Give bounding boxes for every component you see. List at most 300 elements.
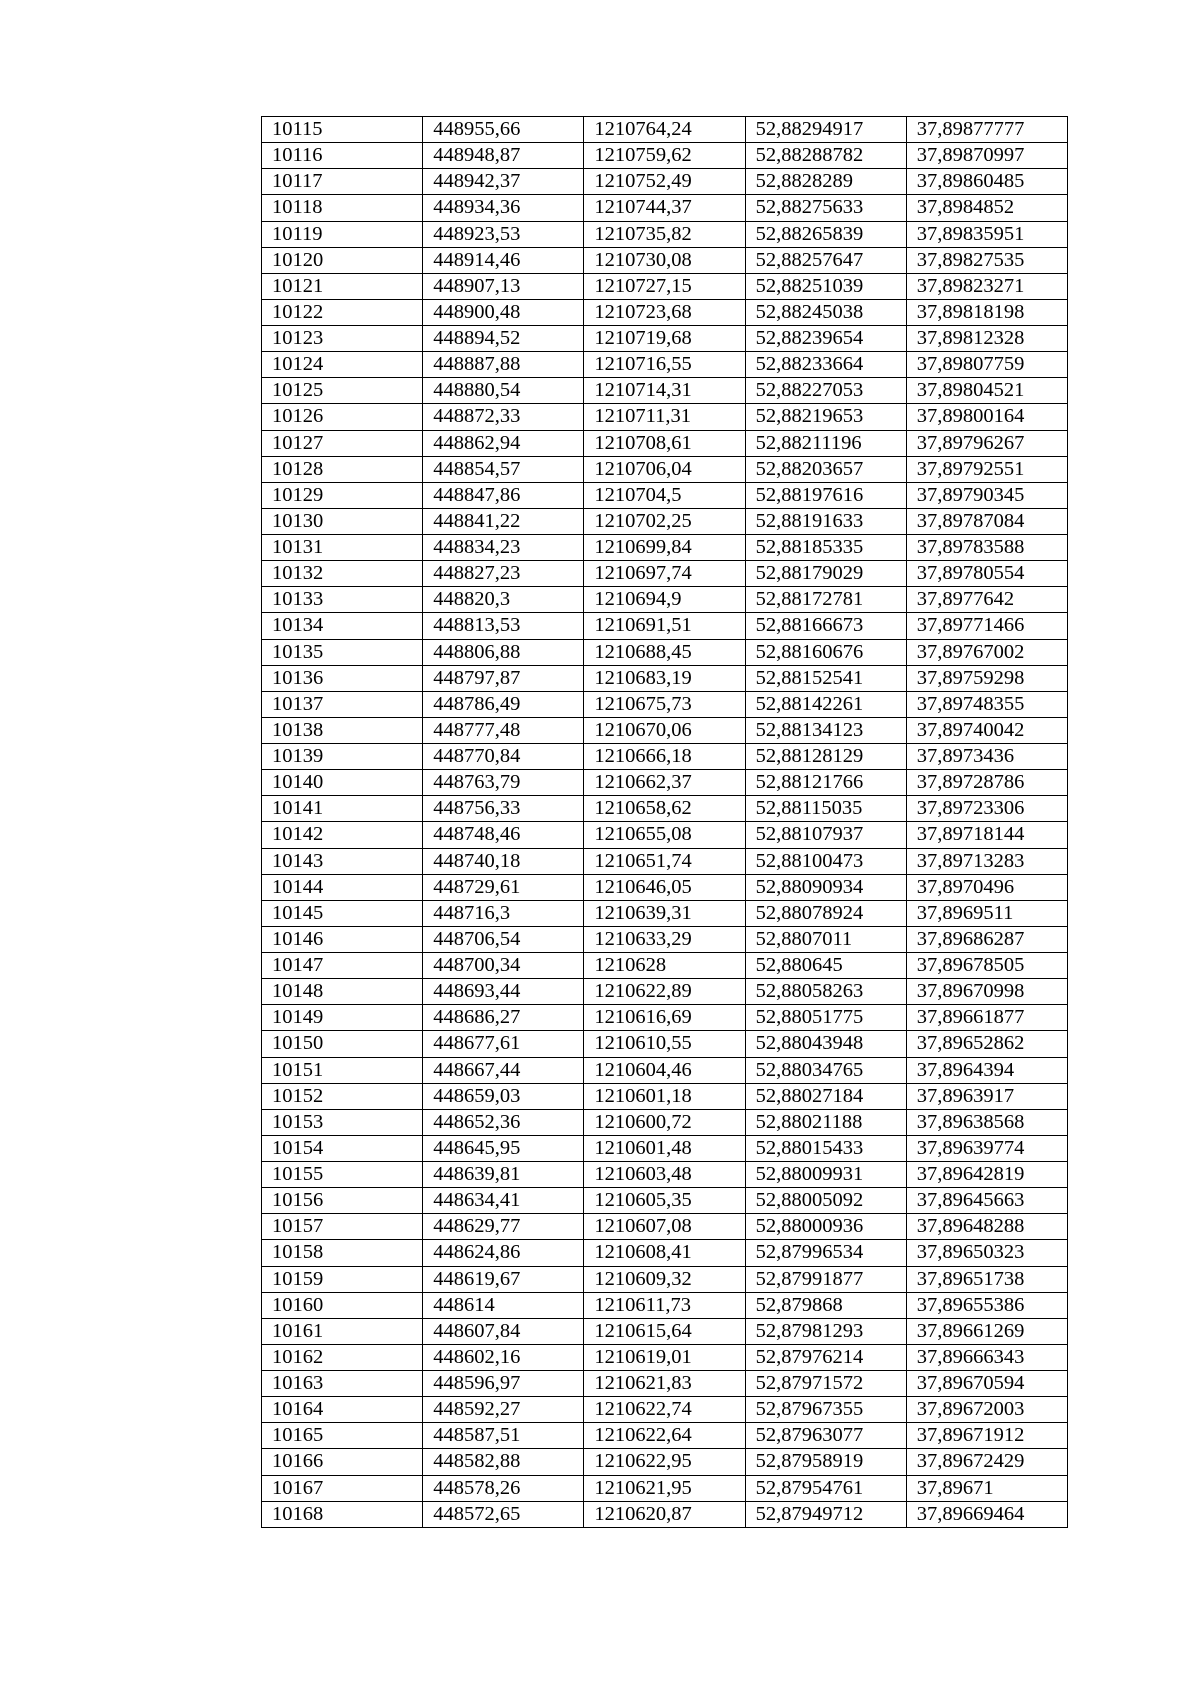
table-row <box>262 926 1068 952</box>
y-coordinate-cell: 1210600,72 <box>584 1109 745 1135</box>
x-coordinate-cell: 448763,79 <box>423 770 584 796</box>
x-coordinate-cell: 448693,44 <box>423 979 584 1005</box>
latitude-cell: 52,88000936 <box>745 1214 906 1240</box>
longitude-cell: 37,89652862 <box>906 1031 1067 1057</box>
longitude-cell: 37,89669464 <box>906 1501 1067 1527</box>
table-row <box>262 508 1068 534</box>
y-coordinate-cell: 1210620,87 <box>584 1501 745 1527</box>
table-row <box>262 1266 1068 1292</box>
y-coordinate-cell: 1210688,45 <box>584 639 745 665</box>
y-coordinate-cell: 1210675,73 <box>584 691 745 717</box>
longitude-cell: 37,89860485 <box>906 169 1067 195</box>
point-id-cell: 10136 <box>262 665 423 691</box>
point-id-cell: 10159 <box>262 1266 423 1292</box>
longitude-cell: 37,89718144 <box>906 822 1067 848</box>
point-id-cell: 10130 <box>262 508 423 534</box>
table-row <box>262 1057 1068 1083</box>
longitude-cell: 37,8970496 <box>906 874 1067 900</box>
longitude-cell: 37,89671912 <box>906 1423 1067 1449</box>
latitude-cell: 52,88265839 <box>745 221 906 247</box>
table-row <box>262 378 1068 404</box>
y-coordinate-cell: 1210608,41 <box>584 1240 745 1266</box>
point-id-cell: 10132 <box>262 561 423 587</box>
point-id-cell: 10125 <box>262 378 423 404</box>
latitude-cell: 52,88288782 <box>745 143 906 169</box>
point-id-cell: 10134 <box>262 613 423 639</box>
table-row <box>262 1214 1068 1240</box>
latitude-cell: 52,88051775 <box>745 1005 906 1031</box>
longitude-cell: 37,89672003 <box>906 1397 1067 1423</box>
x-coordinate-cell: 448955,66 <box>423 117 584 143</box>
x-coordinate-cell: 448834,23 <box>423 535 584 561</box>
point-id-cell: 10120 <box>262 247 423 273</box>
table-row <box>262 1475 1068 1501</box>
point-id-cell: 10153 <box>262 1109 423 1135</box>
table-row <box>262 613 1068 639</box>
latitude-cell: 52,88239654 <box>745 326 906 352</box>
table-row <box>262 535 1068 561</box>
point-id-cell: 10118 <box>262 195 423 221</box>
point-id-cell: 10140 <box>262 770 423 796</box>
latitude-cell: 52,88191633 <box>745 508 906 534</box>
y-coordinate-cell: 1210611,73 <box>584 1292 745 1318</box>
longitude-cell: 37,89807759 <box>906 352 1067 378</box>
y-coordinate-cell: 1210666,18 <box>584 744 745 770</box>
point-id-cell: 10121 <box>262 273 423 299</box>
x-coordinate-cell: 448907,13 <box>423 273 584 299</box>
point-id-cell: 10150 <box>262 1031 423 1057</box>
latitude-cell: 52,88027184 <box>745 1083 906 1109</box>
x-coordinate-cell: 448914,46 <box>423 247 584 273</box>
latitude-cell: 52,88152541 <box>745 665 906 691</box>
x-coordinate-cell: 448748,46 <box>423 822 584 848</box>
latitude-cell: 52,88043948 <box>745 1031 906 1057</box>
longitude-cell: 37,89804521 <box>906 378 1067 404</box>
table-row <box>262 561 1068 587</box>
longitude-cell: 37,89671 <box>906 1475 1067 1501</box>
longitude-cell: 37,89787084 <box>906 508 1067 534</box>
latitude-cell: 52,88160676 <box>745 639 906 665</box>
y-coordinate-cell: 1210609,32 <box>584 1266 745 1292</box>
table-row <box>262 874 1068 900</box>
latitude-cell: 52,88100473 <box>745 848 906 874</box>
y-coordinate-cell: 1210622,89 <box>584 979 745 1005</box>
latitude-cell: 52,88121766 <box>745 770 906 796</box>
x-coordinate-cell: 448716,3 <box>423 900 584 926</box>
x-coordinate-cell: 448596,97 <box>423 1371 584 1397</box>
table-row <box>262 1371 1068 1397</box>
x-coordinate-cell: 448827,23 <box>423 561 584 587</box>
y-coordinate-cell: 1210655,08 <box>584 822 745 848</box>
point-id-cell: 10157 <box>262 1214 423 1240</box>
latitude-cell: 52,88009931 <box>745 1162 906 1188</box>
latitude-cell: 52,88142261 <box>745 691 906 717</box>
point-id-cell: 10129 <box>262 482 423 508</box>
longitude-cell: 37,89780554 <box>906 561 1067 587</box>
y-coordinate-cell: 1210694,9 <box>584 587 745 613</box>
x-coordinate-cell: 448756,33 <box>423 796 584 822</box>
point-id-cell: 10164 <box>262 1397 423 1423</box>
y-coordinate-cell: 1210670,06 <box>584 717 745 743</box>
y-coordinate-cell: 1210706,04 <box>584 456 745 482</box>
x-coordinate-cell: 448740,18 <box>423 848 584 874</box>
longitude-cell: 37,89661877 <box>906 1005 1067 1031</box>
latitude-cell: 52,88257647 <box>745 247 906 273</box>
table-row <box>262 456 1068 482</box>
point-id-cell: 10166 <box>262 1449 423 1475</box>
y-coordinate-cell: 1210615,64 <box>584 1318 745 1344</box>
point-id-cell: 10117 <box>262 169 423 195</box>
latitude-cell: 52,87954761 <box>745 1475 906 1501</box>
longitude-cell: 37,89638568 <box>906 1109 1067 1135</box>
table-row <box>262 1109 1068 1135</box>
point-id-cell: 10147 <box>262 953 423 979</box>
x-coordinate-cell: 448729,61 <box>423 874 584 900</box>
table-row <box>262 900 1068 926</box>
x-coordinate-cell: 448700,34 <box>423 953 584 979</box>
x-coordinate-cell: 448572,65 <box>423 1501 584 1527</box>
coordinates-table-body <box>262 117 1068 1528</box>
longitude-cell: 37,89827535 <box>906 247 1067 273</box>
table-row <box>262 770 1068 796</box>
x-coordinate-cell: 448900,48 <box>423 299 584 325</box>
y-coordinate-cell: 1210697,74 <box>584 561 745 587</box>
latitude-cell: 52,88197616 <box>745 482 906 508</box>
longitude-cell: 37,89877777 <box>906 117 1067 143</box>
table-row <box>262 691 1068 717</box>
point-id-cell: 10128 <box>262 456 423 482</box>
point-id-cell: 10131 <box>262 535 423 561</box>
table-row <box>262 848 1068 874</box>
longitude-cell: 37,89686287 <box>906 926 1067 952</box>
table-row <box>262 953 1068 979</box>
x-coordinate-cell: 448629,77 <box>423 1214 584 1240</box>
table-row <box>262 822 1068 848</box>
latitude-cell: 52,88115035 <box>745 796 906 822</box>
point-id-cell: 10168 <box>262 1501 423 1527</box>
latitude-cell: 52,88021188 <box>745 1109 906 1135</box>
longitude-cell: 37,89759298 <box>906 665 1067 691</box>
longitude-cell: 37,89639774 <box>906 1135 1067 1161</box>
latitude-cell: 52,87991877 <box>745 1266 906 1292</box>
x-coordinate-cell: 448645,95 <box>423 1135 584 1161</box>
table-row <box>262 1240 1068 1266</box>
point-id-cell: 10158 <box>262 1240 423 1266</box>
y-coordinate-cell: 1210699,84 <box>584 535 745 561</box>
table-row <box>262 195 1068 221</box>
latitude-cell: 52,88005092 <box>745 1188 906 1214</box>
latitude-cell: 52,88172781 <box>745 587 906 613</box>
table-row <box>262 1318 1068 1344</box>
longitude-cell: 37,89651738 <box>906 1266 1067 1292</box>
point-id-cell: 10123 <box>262 326 423 352</box>
coordinates-table <box>261 116 1068 1528</box>
table-row <box>262 744 1068 770</box>
longitude-cell: 37,89723306 <box>906 796 1067 822</box>
point-id-cell: 10142 <box>262 822 423 848</box>
point-id-cell: 10163 <box>262 1371 423 1397</box>
table-row <box>262 587 1068 613</box>
y-coordinate-cell: 1210622,64 <box>584 1423 745 1449</box>
y-coordinate-cell: 1210704,5 <box>584 482 745 508</box>
point-id-cell: 10155 <box>262 1162 423 1188</box>
longitude-cell: 37,89648288 <box>906 1214 1067 1240</box>
x-coordinate-cell: 448880,54 <box>423 378 584 404</box>
longitude-cell: 37,89748355 <box>906 691 1067 717</box>
latitude-cell: 52,88015433 <box>745 1135 906 1161</box>
x-coordinate-cell: 448667,44 <box>423 1057 584 1083</box>
y-coordinate-cell: 1210619,01 <box>584 1344 745 1370</box>
x-coordinate-cell: 448587,51 <box>423 1423 584 1449</box>
table-row <box>262 1162 1068 1188</box>
longitude-cell: 37,89812328 <box>906 326 1067 352</box>
longitude-cell: 37,89792551 <box>906 456 1067 482</box>
latitude-cell: 52,87971572 <box>745 1371 906 1397</box>
longitude-cell: 37,89650323 <box>906 1240 1067 1266</box>
table-row <box>262 299 1068 325</box>
longitude-cell: 37,8964394 <box>906 1057 1067 1083</box>
point-id-cell: 10152 <box>262 1083 423 1109</box>
longitude-cell: 37,89835951 <box>906 221 1067 247</box>
point-id-cell: 10144 <box>262 874 423 900</box>
latitude-cell: 52,87967355 <box>745 1397 906 1423</box>
longitude-cell: 37,89870997 <box>906 143 1067 169</box>
x-coordinate-cell: 448659,03 <box>423 1083 584 1109</box>
x-coordinate-cell: 448677,61 <box>423 1031 584 1057</box>
latitude-cell: 52,88294917 <box>745 117 906 143</box>
point-id-cell: 10146 <box>262 926 423 952</box>
y-coordinate-cell: 1210716,55 <box>584 352 745 378</box>
point-id-cell: 10133 <box>262 587 423 613</box>
latitude-cell: 52,880645 <box>745 953 906 979</box>
y-coordinate-cell: 1210607,08 <box>584 1214 745 1240</box>
x-coordinate-cell: 448948,87 <box>423 143 584 169</box>
x-coordinate-cell: 448619,67 <box>423 1266 584 1292</box>
y-coordinate-cell: 1210714,31 <box>584 378 745 404</box>
longitude-cell: 37,8969511 <box>906 900 1067 926</box>
x-coordinate-cell: 448634,41 <box>423 1188 584 1214</box>
x-coordinate-cell: 448894,52 <box>423 326 584 352</box>
latitude-cell: 52,88185335 <box>745 535 906 561</box>
table-row <box>262 1397 1068 1423</box>
point-id-cell: 10160 <box>262 1292 423 1318</box>
x-coordinate-cell: 448602,16 <box>423 1344 584 1370</box>
latitude-cell: 52,87976214 <box>745 1344 906 1370</box>
latitude-cell: 52,88034765 <box>745 1057 906 1083</box>
point-id-cell: 10143 <box>262 848 423 874</box>
table-row <box>262 404 1068 430</box>
y-coordinate-cell: 1210603,48 <box>584 1162 745 1188</box>
table-row <box>262 143 1068 169</box>
x-coordinate-cell: 448820,3 <box>423 587 584 613</box>
table-row <box>262 1135 1068 1161</box>
point-id-cell: 10161 <box>262 1318 423 1344</box>
point-id-cell: 10124 <box>262 352 423 378</box>
y-coordinate-cell: 1210727,15 <box>584 273 745 299</box>
table-row <box>262 665 1068 691</box>
x-coordinate-cell: 448847,86 <box>423 482 584 508</box>
y-coordinate-cell: 1210708,61 <box>584 430 745 456</box>
table-row <box>262 1005 1068 1031</box>
latitude-cell: 52,88211196 <box>745 430 906 456</box>
longitude-cell: 37,89678505 <box>906 953 1067 979</box>
longitude-cell: 37,89796267 <box>906 430 1067 456</box>
latitude-cell: 52,87996534 <box>745 1240 906 1266</box>
longitude-cell: 37,89728786 <box>906 770 1067 796</box>
longitude-cell: 37,89783588 <box>906 535 1067 561</box>
y-coordinate-cell: 1210752,49 <box>584 169 745 195</box>
x-coordinate-cell: 448862,94 <box>423 430 584 456</box>
point-id-cell: 10148 <box>262 979 423 1005</box>
x-coordinate-cell: 448652,36 <box>423 1109 584 1135</box>
x-coordinate-cell: 448686,27 <box>423 1005 584 1031</box>
point-id-cell: 10149 <box>262 1005 423 1031</box>
longitude-cell: 37,89818198 <box>906 299 1067 325</box>
longitude-cell: 37,89645663 <box>906 1188 1067 1214</box>
longitude-cell: 37,89767002 <box>906 639 1067 665</box>
point-id-cell: 10137 <box>262 691 423 717</box>
point-id-cell: 10156 <box>262 1188 423 1214</box>
longitude-cell: 37,89642819 <box>906 1162 1067 1188</box>
x-coordinate-cell: 448624,86 <box>423 1240 584 1266</box>
table-row <box>262 1344 1068 1370</box>
y-coordinate-cell: 1210610,55 <box>584 1031 745 1057</box>
latitude-cell: 52,88275633 <box>745 195 906 221</box>
longitude-cell: 37,8973436 <box>906 744 1067 770</box>
y-coordinate-cell: 1210730,08 <box>584 247 745 273</box>
latitude-cell: 52,8828289 <box>745 169 906 195</box>
x-coordinate-cell: 448887,88 <box>423 352 584 378</box>
table-row <box>262 117 1068 143</box>
longitude-cell: 37,8977642 <box>906 587 1067 613</box>
longitude-cell: 37,8984852 <box>906 195 1067 221</box>
point-id-cell: 10167 <box>262 1475 423 1501</box>
latitude-cell: 52,88219653 <box>745 404 906 430</box>
latitude-cell: 52,88203657 <box>745 456 906 482</box>
x-coordinate-cell: 448806,88 <box>423 639 584 665</box>
table-row <box>262 979 1068 1005</box>
y-coordinate-cell: 1210702,25 <box>584 508 745 534</box>
longitude-cell: 37,89823271 <box>906 273 1067 299</box>
table-row <box>262 1031 1068 1057</box>
latitude-cell: 52,88107937 <box>745 822 906 848</box>
longitude-cell: 37,89790345 <box>906 482 1067 508</box>
x-coordinate-cell: 448872,33 <box>423 404 584 430</box>
point-id-cell: 10139 <box>262 744 423 770</box>
y-coordinate-cell: 1210744,37 <box>584 195 745 221</box>
latitude-cell: 52,87958919 <box>745 1449 906 1475</box>
longitude-cell: 37,89661269 <box>906 1318 1067 1344</box>
table-row <box>262 1501 1068 1527</box>
y-coordinate-cell: 1210651,74 <box>584 848 745 874</box>
x-coordinate-cell: 448592,27 <box>423 1397 584 1423</box>
point-id-cell: 10151 <box>262 1057 423 1083</box>
table-row <box>262 430 1068 456</box>
longitude-cell: 37,89670594 <box>906 1371 1067 1397</box>
point-id-cell: 10145 <box>262 900 423 926</box>
table-row <box>262 1423 1068 1449</box>
x-coordinate-cell: 448923,53 <box>423 221 584 247</box>
y-coordinate-cell: 1210601,48 <box>584 1135 745 1161</box>
y-coordinate-cell: 1210633,29 <box>584 926 745 952</box>
point-id-cell: 10115 <box>262 117 423 143</box>
y-coordinate-cell: 1210691,51 <box>584 613 745 639</box>
x-coordinate-cell: 448813,53 <box>423 613 584 639</box>
table-row <box>262 482 1068 508</box>
latitude-cell: 52,88233664 <box>745 352 906 378</box>
latitude-cell: 52,87949712 <box>745 1501 906 1527</box>
x-coordinate-cell: 448639,81 <box>423 1162 584 1188</box>
table-row <box>262 1449 1068 1475</box>
point-id-cell: 10138 <box>262 717 423 743</box>
y-coordinate-cell: 1210719,68 <box>584 326 745 352</box>
y-coordinate-cell: 1210764,24 <box>584 117 745 143</box>
point-id-cell: 10154 <box>262 1135 423 1161</box>
point-id-cell: 10126 <box>262 404 423 430</box>
y-coordinate-cell: 1210616,69 <box>584 1005 745 1031</box>
x-coordinate-cell: 448854,57 <box>423 456 584 482</box>
longitude-cell: 37,89800164 <box>906 404 1067 430</box>
table-row <box>262 639 1068 665</box>
point-id-cell: 10141 <box>262 796 423 822</box>
y-coordinate-cell: 1210628 <box>584 953 745 979</box>
table-row <box>262 326 1068 352</box>
table-row <box>262 169 1068 195</box>
longitude-cell: 37,89670998 <box>906 979 1067 1005</box>
x-coordinate-cell: 448614 <box>423 1292 584 1318</box>
x-coordinate-cell: 448578,26 <box>423 1475 584 1501</box>
x-coordinate-cell: 448797,87 <box>423 665 584 691</box>
longitude-cell: 37,89713283 <box>906 848 1067 874</box>
latitude-cell: 52,88128129 <box>745 744 906 770</box>
latitude-cell: 52,8807011 <box>745 926 906 952</box>
y-coordinate-cell: 1210735,82 <box>584 221 745 247</box>
table-row <box>262 796 1068 822</box>
longitude-cell: 37,8963917 <box>906 1083 1067 1109</box>
latitude-cell: 52,88251039 <box>745 273 906 299</box>
latitude-cell: 52,88058263 <box>745 979 906 1005</box>
y-coordinate-cell: 1210639,31 <box>584 900 745 926</box>
latitude-cell: 52,88179029 <box>745 561 906 587</box>
y-coordinate-cell: 1210662,37 <box>584 770 745 796</box>
latitude-cell: 52,87981293 <box>745 1318 906 1344</box>
y-coordinate-cell: 1210711,31 <box>584 404 745 430</box>
y-coordinate-cell: 1210604,46 <box>584 1057 745 1083</box>
x-coordinate-cell: 448934,36 <box>423 195 584 221</box>
y-coordinate-cell: 1210605,35 <box>584 1188 745 1214</box>
latitude-cell: 52,88078924 <box>745 900 906 926</box>
x-coordinate-cell: 448706,54 <box>423 926 584 952</box>
y-coordinate-cell: 1210723,68 <box>584 299 745 325</box>
y-coordinate-cell: 1210759,62 <box>584 143 745 169</box>
table-row <box>262 352 1068 378</box>
latitude-cell: 52,88227053 <box>745 378 906 404</box>
latitude-cell: 52,87963077 <box>745 1423 906 1449</box>
point-id-cell: 10119 <box>262 221 423 247</box>
table-row <box>262 1188 1068 1214</box>
latitude-cell: 52,88090934 <box>745 874 906 900</box>
point-id-cell: 10127 <box>262 430 423 456</box>
x-coordinate-cell: 448607,84 <box>423 1318 584 1344</box>
y-coordinate-cell: 1210601,18 <box>584 1083 745 1109</box>
longitude-cell: 37,89672429 <box>906 1449 1067 1475</box>
y-coordinate-cell: 1210621,83 <box>584 1371 745 1397</box>
longitude-cell: 37,89666343 <box>906 1344 1067 1370</box>
longitude-cell: 37,89655386 <box>906 1292 1067 1318</box>
table-row <box>262 221 1068 247</box>
table-row <box>262 1292 1068 1318</box>
point-id-cell: 10162 <box>262 1344 423 1370</box>
